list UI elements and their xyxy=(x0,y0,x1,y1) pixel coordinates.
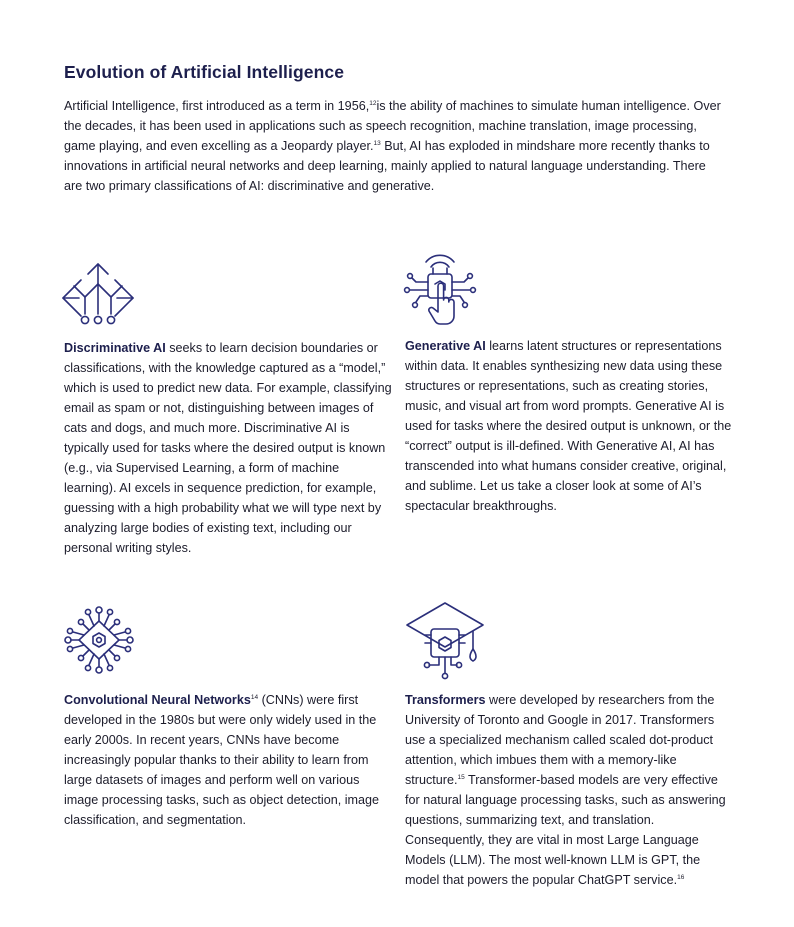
section-body: (CNNs) were first developed in the 1980s but were only widely used in the early 2000s. In recent years, CNNs have become increasingly popular thanks to their ability to learn from large datasets of images and perform well on various image processing tasks, such as object detection, image classification, and segmentation. xyxy=(64,693,380,827)
intro-text-1: Artificial Intelligence, first introduced as a term in 1956, xyxy=(64,99,370,113)
branching-arrows-icon xyxy=(61,262,135,328)
footnote-ref: 15 xyxy=(457,774,465,781)
footnote-ref: 12 xyxy=(369,100,377,107)
graduation-cap-chip-icon xyxy=(405,601,485,681)
section-body: learns latent structures or representations within data. It enables synthesizing new data using these structures or representations, such as creating stories, music, and visual art from word prompts. Generative AI is used for tasks where the desired output is unknown, or the “correct” output is ill-defined. With Generative AI, AI has transcended into what humans consider creative, original, and sublime. Let us take a closer look at some of AI’s spectacular breakthroughs. xyxy=(405,339,732,513)
cnn-section xyxy=(64,690,386,830)
footnote-ref: 16 xyxy=(677,874,685,881)
section-heading: Generative AI xyxy=(405,339,486,353)
circuit-hexagon-icon xyxy=(63,605,135,675)
hand-touch-chip-icon xyxy=(402,250,478,328)
transformers-section xyxy=(405,690,735,890)
page-title: Evolution of Artificial Intelligence xyxy=(64,62,345,82)
section-body: seeks to learn decision boundaries or classifications, with the knowledge captured as a “model,” which is used to predict new data. For example, classifying email as spam or not, distinguishing between images of cats and dogs, and much more. Discriminative AI is typically used for tasks where the desired output is known (e.g., via Supervised Learning, a form of machine learning). AI excels in sequence prediction, for example, guessing with a high probability what we will type next by analyzing large bodies of existing text, including our personal writing styles. xyxy=(64,341,392,555)
discriminative-ai-section xyxy=(64,338,392,558)
section-heading: Transformers xyxy=(405,693,486,707)
section-heading: Discriminative AI xyxy=(64,341,166,355)
intro-text-3: But, AI has exploded in mindshare more recently thanks to innovations in artificial neural networks and deep learning, mainly applied to natural language understanding. There are two primary classifications of AI: discriminative and generative. xyxy=(64,139,710,193)
section-body: were developed by researchers from the University of Toronto and Google in 2017. Transformers use a specialized mechanism called scaled dot-product attention, which imbues them with a memory-like structure. xyxy=(405,693,715,787)
intro-paragraph xyxy=(64,96,724,196)
intro-text-2: is the ability of machines to simulate human intelligence. Over the decades, it has been used in applications such as speech recognition, machine translation, image processing, game playing, and even excelling as a Jeopardy player. xyxy=(64,99,721,153)
footnote-ref: 13 xyxy=(373,140,381,147)
section-body: Transformer-based models are very effective for natural language processing tasks, such as answering questions, summarizing text, and translation. Consequently, they are vital in most Large Language Models (LLM). The most well-known LLM is GPT, the model that powers the popular ChatGPT service. xyxy=(405,773,726,887)
section-heading: Convolutional Neural Networks xyxy=(64,693,251,707)
generative-ai-section xyxy=(405,336,735,516)
footnote-ref: 14 xyxy=(250,694,259,701)
